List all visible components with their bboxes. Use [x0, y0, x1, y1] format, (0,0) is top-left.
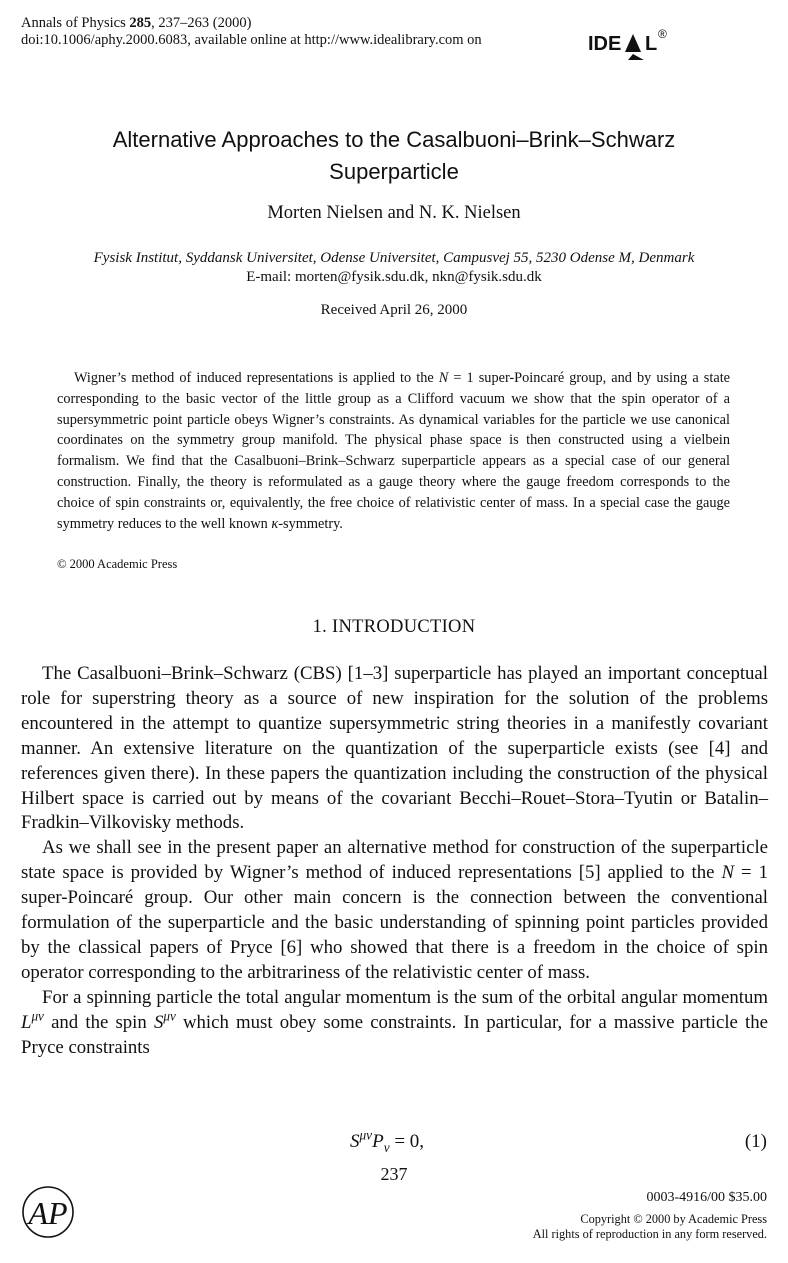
abstract	[57, 368, 730, 534]
title-line-1: Alternative Approaches to the Casalbuoni–Brink–Schwarz	[112, 127, 676, 152]
rights-line: All rights of reproduction in any form reserved.	[532, 1227, 767, 1241]
doi-line: doi:10.1006/aphy.2000.6083, available online at http://www.idealibrary.com on	[21, 32, 482, 48]
body-paragraph-2: As we shall see in the present paper an alternative method for construction of the superparticle state space is provided by Wigner’s method of induced representations [5] applied to the N = 1 super-Poincaré group. Our other main concern is the connection between the conventional formulation of the superparticle and the basic understanding of spinning point particles provided by the classical papers of Pryce [6] who showed that there is a freedom in the choice of spin operator corresponding to the arbitrariness of the relativistic center of mass.	[21, 837, 768, 983]
body-text	[21, 662, 768, 1061]
authors: Morten Nielsen and N. K. Nielsen	[267, 203, 521, 223]
section-heading: 1. INTRODUCTION	[312, 617, 476, 637]
title-line-2: Superparticle	[329, 159, 459, 184]
body-paragraph-3: For a spinning particle the total angular momentum is the sum of the orbital angular momentum $L^{\mu\nu}$ and the spin $S^{\mu\nu}$ which must obey some constraints. In particular, for a massive particle the Pryce constraints	[21, 986, 768, 1058]
journal-pages: , 237–263 (2000)	[151, 15, 252, 31]
page-number: 237	[380, 1164, 408, 1184]
received-date: Received April 26, 2000	[320, 302, 468, 318]
ap-logo-text: AP	[28, 1195, 68, 1231]
copyright-line: Copyright © 2000 by Academic Press	[580, 1212, 767, 1226]
ideal-logo	[588, 24, 678, 64]
email: E-mail: morten@fysik.sdu.dk, nkn@fysik.sdu.dk	[246, 269, 542, 285]
journal-header	[21, 15, 482, 49]
equation-number: (1)	[744, 1131, 767, 1152]
journal-volume: 285	[129, 15, 152, 31]
abstract-copyright: © 2000 Academic Press	[57, 557, 178, 571]
equation-body: $S^{\mu\nu}P_\nu = 0$,	[350, 1127, 425, 1155]
affiliation: Fysisk Institut, Syddansk Universitet, Odense Universitet, Campusvej 55, 5230 Odense M, Denmark	[93, 250, 695, 266]
footer-copyright	[533, 1212, 767, 1242]
paper-title	[30, 124, 758, 188]
ideal-logo-mark	[588, 24, 678, 64]
abstract-paragraph: Wigner’s method of induced representations is applied to the N = 1 super-Poincaré group, and by using a state corresponding to the basic vector of the little group as a Clifford vacuum we show that the spin operator of a supersymmetric point particle obeys Wigner’s constraints. As dynamical variables for the particle we use canonical coordinates on the symmetry group manifold. The physical phase space is then constructed using a vielbein formalism. We find that the Casalbuoni–Brink–Schwarz superparticle appears as a special case of our general construction. Finally, the theory is reformulated as a gauge theory where the gauge freedom corresponds to the choice of spin constraints or, equivalently, the free choice of relativistic center of mass. In a special case the gauge symmetry reduces to the well known κ-symmetry.	[57, 370, 731, 532]
issn-price: 0003-4916/00 $35.00	[646, 1190, 767, 1205]
journal-name: Annals of Physics	[21, 15, 126, 31]
body-paragraph-1: The Casalbuoni–Brink–Schwarz (CBS) [1–3] superparticle has played an important conceptual role for superstring theory as a source of new inspiration for the solution of the problems encountered in the attempt to quantize supersymmetric string theories in a manifestly covariant manner. An extensive literature on the quantization of the superparticle exists (see [4] and references given there). In these papers the quantization including the construction of the physical Hilbert space is carried out by means of the covariant Becchi–Rouet–Stora–Tyutin or Batalin–Fradkin–Vilkovisky methods.	[21, 663, 768, 834]
svg-text:L: L	[645, 33, 658, 55]
journal-citation	[21, 15, 482, 32]
academic-press-logo	[21, 1185, 75, 1239]
svg-text:®: ®	[658, 27, 667, 41]
svg-text:IDE: IDE	[588, 33, 622, 55]
